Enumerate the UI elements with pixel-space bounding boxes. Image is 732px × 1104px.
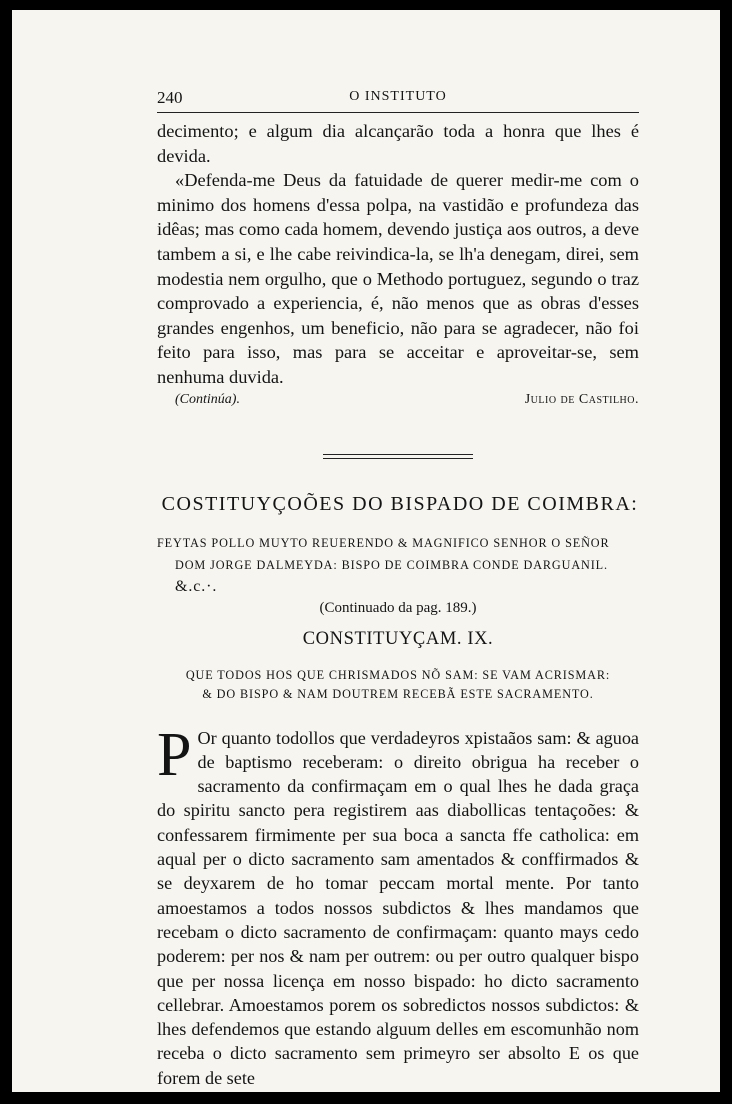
author-name: Julio de Castilho. bbox=[524, 391, 639, 407]
continued-from: (Continuado da pag. 189.) bbox=[319, 599, 477, 616]
page-content bbox=[157, 88, 639, 1090]
subtitle-line-1: FEYTAS POLLO MUYTO REUERENDO & MAGNIFICO SENHOR O SEÑOR bbox=[157, 535, 610, 550]
section-divider bbox=[323, 454, 473, 459]
summary-line-2: & DO BISPO & NAM DOUTREM RECEBÃ ESTE SACRAMENTO. bbox=[202, 686, 594, 701]
paragraph-continuation: decimento; e algum dia alcançarão toda a honra que lhes é devida. bbox=[157, 121, 639, 166]
running-header bbox=[157, 88, 639, 112]
article-signoff bbox=[157, 392, 639, 408]
continued-label: (Continúa). bbox=[175, 391, 240, 407]
drop-cap: P bbox=[157, 720, 192, 789]
running-title: O INSTITUTO bbox=[349, 89, 447, 104]
paragraph-quote: «Defenda-me Deus da fatuidade de querer medir-me com o minimo dos homens d'essa polpa, na vastidão e profundeza das idêas; mas como cada homem, devendo justiça aos outros, a deve tambem a si, e lhe cabe reivindica-la, se lh'a denegam, direi, sem modestia nem orgulho, que o Methodo portuguez, segundo o traz comprovado a experiencia, é, não menos que as obras d'esses grandes engenhos, um beneficio, não para se agradecer, não foi feito para isso, mas para se acceitar e aproveitar-se, sem nenhuma duvida. bbox=[157, 170, 639, 387]
page-number: 240 bbox=[157, 88, 183, 107]
header-rule bbox=[157, 112, 639, 113]
section-title: COSTITUYÇOÕES DO BISPADO DE COIMBRA: bbox=[161, 492, 639, 515]
subtitle-line-3: &.c.·. bbox=[175, 577, 218, 595]
book-page bbox=[12, 10, 720, 1092]
section-subtitle bbox=[157, 532, 639, 598]
chapter-text bbox=[157, 720, 639, 1090]
summary-line-1: QUE TODOS HOS QUE CHRISMADOS NÕ SAM: SE VAM ACRISMAR: bbox=[185, 667, 611, 682]
chapter-title: CONSTITUYÇAM. IX. bbox=[302, 628, 494, 649]
chapter-summary bbox=[157, 666, 639, 704]
subtitle-line-2: DOM JORGE DALMEYDA: BISPO DE COIMBRA CONDE DARGUANIL. bbox=[175, 557, 608, 572]
chapter-body: Or quanto todollos que verdadeyros xpistaãos sam: & aguoa de baptismo receberam: o direito obrigua ha receber o sacramento da confirmaçam em o qual lhes he dada graça do spiritu sancto pera registirem aas diabollicas tentaçoões: & confessarem firmimente per sua boca a sancta ffe catholica: em aqual per o dicto sacramento sam amentados & conffirmados & se deyxarem de ho tomar peccam mortal mente. Por tanto amoestamos a todos nossos subdictos & lhes mandamos que recebam o dicto sacramento de confirmaçam: quanto mays cedo poderem: per nos & nam per outrem: ou per outro qualquer bispo que per nossa licença em nosso bispado: ho dicto sacramento cellebrar. Amoestamos porem os sobredictos nossos subdictos: & lhes defendemos que estando alguum delles em escomunhão nom receba o dicto sacramento sem primeyro ser absolto E os que forem de sete bbox=[157, 727, 639, 1088]
previous-article bbox=[157, 119, 639, 408]
